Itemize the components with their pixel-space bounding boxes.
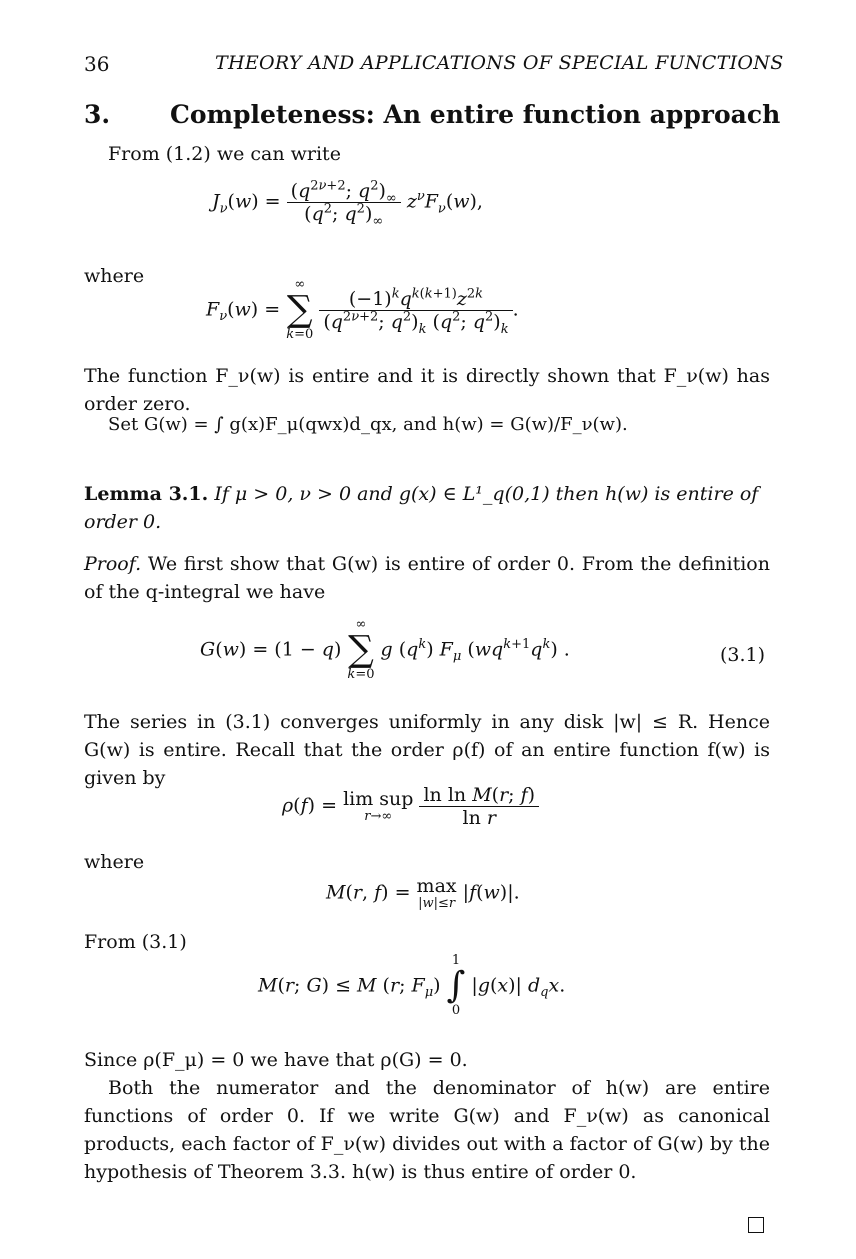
page-number: 36 — [84, 52, 110, 76]
set-definition: Set G(w) = ∫ g(x)F_μ(qwx)d_qx, and h(w) = G(w)/F_ν(w). — [108, 414, 628, 435]
intro-text: From (1.2) we can write — [108, 143, 341, 165]
lemma-body: If μ > 0, ν > 0 and g(x) ∈ L¹_q(0,1) then h(w) is entire of order 0. — [84, 483, 759, 533]
where-text-2: where — [84, 851, 145, 873]
qed-box-icon — [748, 1217, 764, 1233]
running-title: THEORY AND APPLICATIONS OF SPECIAL FUNCTIONS — [215, 52, 784, 74]
equation-inequality: M(r; G) ≤ M (r; $F_\mu$) 1 ∫ 0 |g(x)| $d_qx$. — [258, 953, 566, 1019]
entire-text: The function F_ν(w) is entire and it is directly shown that F_ν(w) has order zero. — [84, 365, 770, 415]
proof-body: We first show that G(w) is entire of order 0. From the definition of the q-integral we have — [84, 553, 770, 603]
proof-label: Proof. — [84, 553, 142, 575]
where-text-1: where — [84, 265, 145, 287]
equation-order: ρ(f) = lim sup r→∞ $\frac{\text{ln ln M(r; f)}}{\text{ln r}}$ — [282, 784, 539, 829]
proof-paragraph — [84, 550, 770, 606]
since-text: Since ρ(F_μ) = 0 we have that ρ(G) = 0. — [84, 1049, 468, 1071]
section-number: 3. — [84, 100, 111, 129]
lemma-3-1 — [84, 480, 770, 536]
conclusion-paragraph: Both the numerator and the denominator of h(w) are entire functions of order 0. If we write G(w) and F_ν(w) as canonical products, each factor of F_ν(w) divides out with a factor of G(w) by the hypothesis of Theorem 3.3. h(w) is thus entire of order 0. — [84, 1077, 770, 1183]
section-heading — [84, 100, 780, 129]
equation-f-nu: $F_\nu(w)$ = ∞ ∑ k=0 $\frac{(-1)^kq^{k(k+1)}z^{2k}}{(q^{2\nu+2}; q^2)_k (q^2; q^2)_k}$ . — [206, 277, 519, 343]
equation-label-3-1: (3.1) — [720, 644, 766, 666]
equation-j-nu: $J_\nu(w)$ = $\frac{(q^{2\nu+2}; q^2)_\infty}{(q^2; q^2)_\infty}$ $z^\nu F_\nu(w)$, — [212, 178, 483, 229]
equation-max-modulus: M(r, f) = max |w|≤r |f(w)|. — [326, 875, 520, 911]
equation-3-1: G(w) = (1 − q) ∞ ∑ k=0 g $(q^k)$ $F_\mu$ $(wq^{k+1}q^k)$ . — [200, 617, 570, 683]
section-title: Completeness: An entire function approach — [170, 100, 781, 129]
from-3-1-text: From (3.1) — [84, 931, 187, 953]
convergence-paragraph: The series in (3.1) converges uniformly in any disk |w| ≤ R. Hence G(w) is entire. Recall that the order ρ(f) of an entire function f(w) is given by — [84, 711, 770, 789]
lemma-label: Lemma 3.1. — [84, 483, 209, 505]
